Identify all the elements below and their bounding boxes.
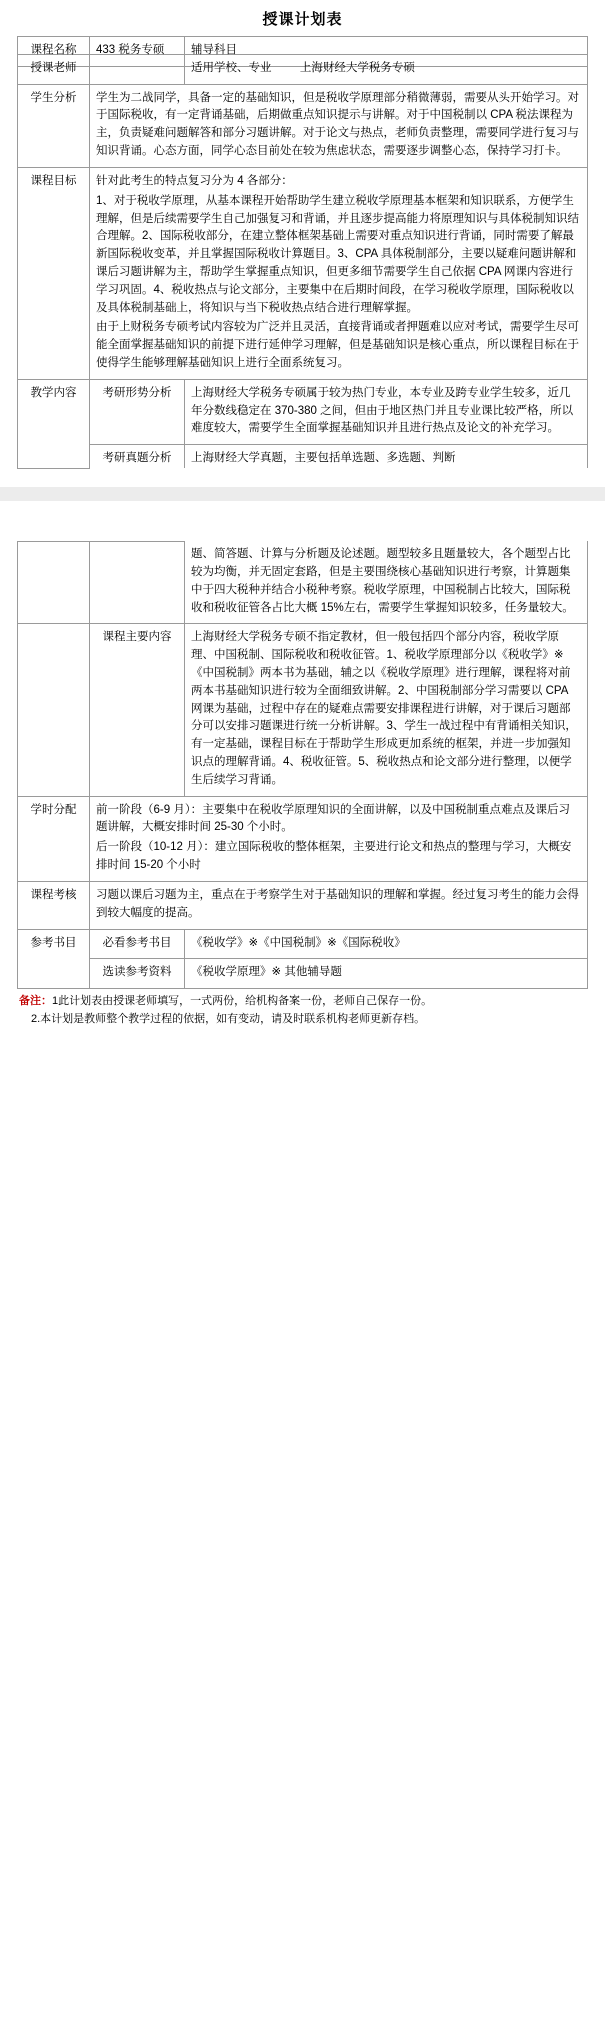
school-major-value: 上海财经大学税务专硕 [299, 61, 415, 74]
page-break-band [0, 487, 605, 501]
table-row-reference-2 [18, 959, 588, 989]
student-analysis-label: 学生分析 [18, 84, 90, 167]
teaching-content-label-continued [18, 541, 90, 624]
table-row-student-analysis [18, 84, 588, 167]
page-break-gap-bottom [0, 501, 605, 541]
teaching-item-text-2: 上海财经大学税务专硕不指定教材，但一般包括四个部分内容，税收学原理、中国税制、国际税收和税收征管。1、税收学原理部分以《税收学》※《中国税制》两本书为基础，辅之以《税收学原理》进行理解，课程将对前两本书基础知识进行较为全面细致讲解。2、中国税制部分学习需要以 CPA 网课为基础，过程中存在的疑难点需要安排课程进行讲解，对于课后习题部分可以安排习题课进行统一分析讲解。3、学生一战过程中有背诵相关知识，有一定基础，课程目标在于帮助学生形成更加系统的框架，并进一步加强知识点的理解背诵。4、税收征管。5、税收热点和论文部分进行整理，以便学生后续学习背诵。 [185, 624, 588, 796]
course-assessment-label: 课程考核 [18, 881, 90, 929]
time-allocation-label: 学时分配 [18, 796, 90, 881]
footnote-text-0: 1此计划表由授课老师填写，一式两份，给机构备案一份，老师自己保存一份。 [52, 995, 433, 1008]
teaching-content-label: 教学内容 [18, 379, 90, 468]
course-goal-para-1: 1、对于税收学原理，从基本课程开始帮助学生建立税收学原理基本框架和知识联系，方便学生理解，但是后续需要学生自己加强复习和背诵，并且逐步提高能力将原理知识与具体税制知识结合理解。2、国际税收部分，在建立整体框架基础上需要对重点知识进行背诵，同时需要了解最新国际税收变革，并且掌握国际税收计算题目。3、CPA 具体税制部分，主要以疑难问题讲解和课后习题讲解为主，帮助学生掌握重点知识，但更多细节需要学生自己依据 CPA 网课内容进行学习巩固。4、税收热点与论文部分，主要集中在后期时间段，在学习税收学原理，国际税收以及具体税制基础上，将知识与当下税收热点结合进行理解掌握。 [96, 194, 579, 314]
reference-books-label: 参考书目 [18, 929, 90, 989]
table-row-teaching-content-1 [18, 379, 588, 444]
plan-table-continued [17, 541, 588, 990]
footnote-line-0 [17, 993, 588, 1011]
time-allocation-para-0: 前一阶段（6-9 月）：主要集中在税收学原理知识的全面讲解，以及中国税制重点难点及课后习题讲解，大概安排时间 25-30 个小时。 [96, 803, 571, 834]
reference-item-name-1: 选读参考资料 [90, 959, 185, 989]
teaching-item-text-1-bottom: 题、简答题、计算与分析题及论述题。题型较多且题量较大，各个题型占比较为均衡，并无固定套路，但是主要围绕核心基础知识进行考察，计算题集中于四大税种并结合小税种考察。税收学原理，中国税制占比较大，国际税收和税收征管各占比大概 15%左右，需要学生掌握知识较多，任务量较大。 [185, 541, 588, 624]
table-row-course-assessment [18, 881, 588, 929]
table-row-teaching-content-2-cont [18, 541, 588, 624]
tutor-subject-label: 辅导科目 [191, 44, 237, 56]
footnote-line-1: 2.本计划是教师整个教学过程的依据，如有变动，请及时联系机构老师更新存档。 [31, 1012, 426, 1025]
reference-item-text-1: 《税收学原理》※ 其他辅导题 [185, 959, 588, 989]
table-row-time-allocation [18, 796, 588, 881]
course-goal-para-0: 针对此考生的特点复习分为 4 各部分： [96, 174, 293, 187]
plan-table-body [17, 54, 588, 469]
time-allocation-value [90, 796, 588, 881]
course-goal-para-2: 由于上财税务专硕考试内容较为广泛并且灵活，直接背诵或者押题难以应对考试，需要学生尽可能全面掌握基础知识的前提下进行延伸学习理解，但是基础知识是核心重点，所以课程目标在于使得学生能够理解基础知识上进行全面系统复习。 [96, 321, 579, 369]
page-break-gap-top [0, 469, 605, 487]
teaching-item-text-1-top: 上海财经大学真题，主要包括单选题、多选题、判断 [185, 445, 588, 468]
teaching-item-name-1-continued [90, 541, 185, 624]
teaching-item-name-1: 考研真题分析 [90, 445, 185, 468]
course-name-label: 课程名称 [18, 37, 90, 67]
footnote [15, 989, 590, 1038]
course-goal-value [90, 167, 588, 379]
teaching-item-text-0: 上海财经大学税务专硕属于较为热门专业，本专业及跨专业学生较多，近几年分数线稳定在 370-380 之间，但由于地区热门并且专业课比较严格，所以难度较大，需要学生全面掌握基础知识并且进行热点及论文的补充学习。 [185, 379, 588, 444]
school-major-label: 适用学校、专业 [191, 61, 272, 74]
table-row-course-goal [18, 167, 588, 379]
table-row-reference-1 [18, 929, 588, 959]
reference-item-name-0: 必看参考书目 [90, 929, 185, 959]
course-goal-label: 课程目标 [18, 167, 90, 379]
course-assessment-value: 习题以课后习题为主，重点在于考察学生对于基础知识的理解和掌握。经过复习考生的能力会得到较大幅度的提高。 [90, 881, 588, 929]
teaching-item-name-0: 考研形势分析 [90, 379, 185, 444]
table-row-teaching-content-2 [18, 445, 588, 468]
teaching-item-name-2: 课程主要内容 [90, 624, 185, 796]
course-name-value: 433 税务专硕 [90, 37, 185, 67]
reference-item-text-0: 《税收学》※《中国税制》※《国际税收》 [185, 929, 588, 959]
time-allocation-para-1: 后一阶段（10-12 月）：建立国际税收的整体框架，主要进行论文和热点的整理与学习，大概安排时间 15-20 个小时 [96, 841, 572, 872]
table-row-teaching-content-3 [18, 624, 588, 796]
student-analysis-value: 学生为二战同学，具备一定的基础知识，但是税收学原理部分稍微薄弱，需要从头开始学习。对于国际税收，有一定背诵基础，后期做重点知识提示与讲解。对于中国税制以 CPA 税法课程为主，负责疑难问题解答和部分习题讲解。对于论文与热点，老师负责整理，需要同学进行复习与知识背诵。心态方面，同学心态目前处在较为焦虑状态，需要逐步调整心态，保持学习打卡。 [90, 84, 588, 167]
footnote-prefix: 备注： [19, 995, 52, 1008]
page-title: 授课计划表 [262, 11, 343, 28]
teaching-content-label-spacer [18, 624, 90, 796]
teacher-label: 授课老师 [18, 54, 90, 84]
